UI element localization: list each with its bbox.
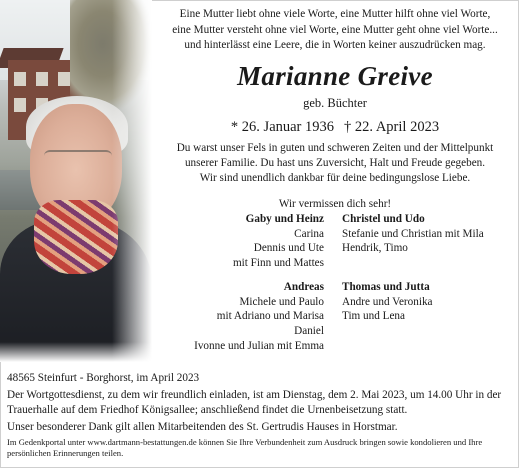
message-line: unserer Familie. Du hast uns Zuversicht, Halt und Freude gegeben. [184,156,486,169]
family-head: Christel und Udo [342,213,425,225]
family-member: Daniel [294,325,324,338]
memorial-portal-note: Im Gedenkportal unter www.dartmann-bestattungen.de können Sie Ihre Verbundenheit zum Ausdruck bringen sowie kondolieren und Ihre persönlichen Erinnerungen teilen. [7,437,483,459]
family-group [342,280,518,324]
intro-line: und hinterlässt eine Leere, die in Worten keiner auszudrücken mag. [184,39,486,51]
intro-line: Eine Mutter liebt ohne viele Worte, eine Mutter hilft ohne viel Worte, [179,8,491,20]
family-member: Carina [294,227,324,240]
family-member: Hendrik, Timo [342,242,408,255]
birth-date: * 26. Januar 1936 [230,119,335,135]
message-line: Wir sind unendlich dankbar für deine bedingungslose Liebe. [199,171,471,184]
family-member: Andre und Veronika [342,295,433,308]
intro-line: eine Mutter versteht ohne viel Worte, eine Mutter geht ohne viel Worte... [172,23,498,36]
place-date: 48565 Steinfurt - Borghorst, im April 2023 [7,372,200,384]
family-member: Michele und Paulo [239,295,324,308]
family-head: Thomas und Jutta [342,281,430,293]
family-group [342,212,518,256]
family-head: Gaby und Heinz [245,213,324,225]
message-line: Du warst unser Fels in guten und schweren Zeiten und der Mittelpunkt [176,142,494,154]
family-member: mit Finn und Mattes [232,257,324,270]
family-member: Ivonne und Julian mit Emma [194,339,324,352]
miss-line: Wir vermissen dich sehr! [278,198,392,210]
farewell-message [152,141,518,185]
death-date: † 22. April 2023 [344,119,440,135]
portrait-photo [0,0,152,362]
deceased-name: Marianne Greive [237,61,433,91]
birth-name: geb. Büchter [303,96,367,110]
family-member: Tim und Lena [342,310,405,323]
intro-poem [152,7,518,54]
family-member: Dennis und Ute [253,242,324,255]
life-dates [152,118,518,136]
family-member: Stefanie und Christian mit Mila [342,227,484,240]
service-notice: Der Wortgottesdienst, zu dem wir freundlich einladen, ist am Dienstag, dem 2. Mai 2023, um 14.00 Uhr in der Trauerhalle auf dem Friedhof Königsallee; anschließend findet die Urnenbeisetzung statt. [7,389,502,416]
family-member: mit Adriano und Marisa [216,310,324,323]
family-head: Andreas [283,281,324,293]
thanks-note: Unser besonderer Dank gilt allen Mitarbeitenden des St. Gertrudis Hauses in Horstmar. [7,421,398,433]
family-group [154,212,324,271]
family-group [154,280,324,354]
